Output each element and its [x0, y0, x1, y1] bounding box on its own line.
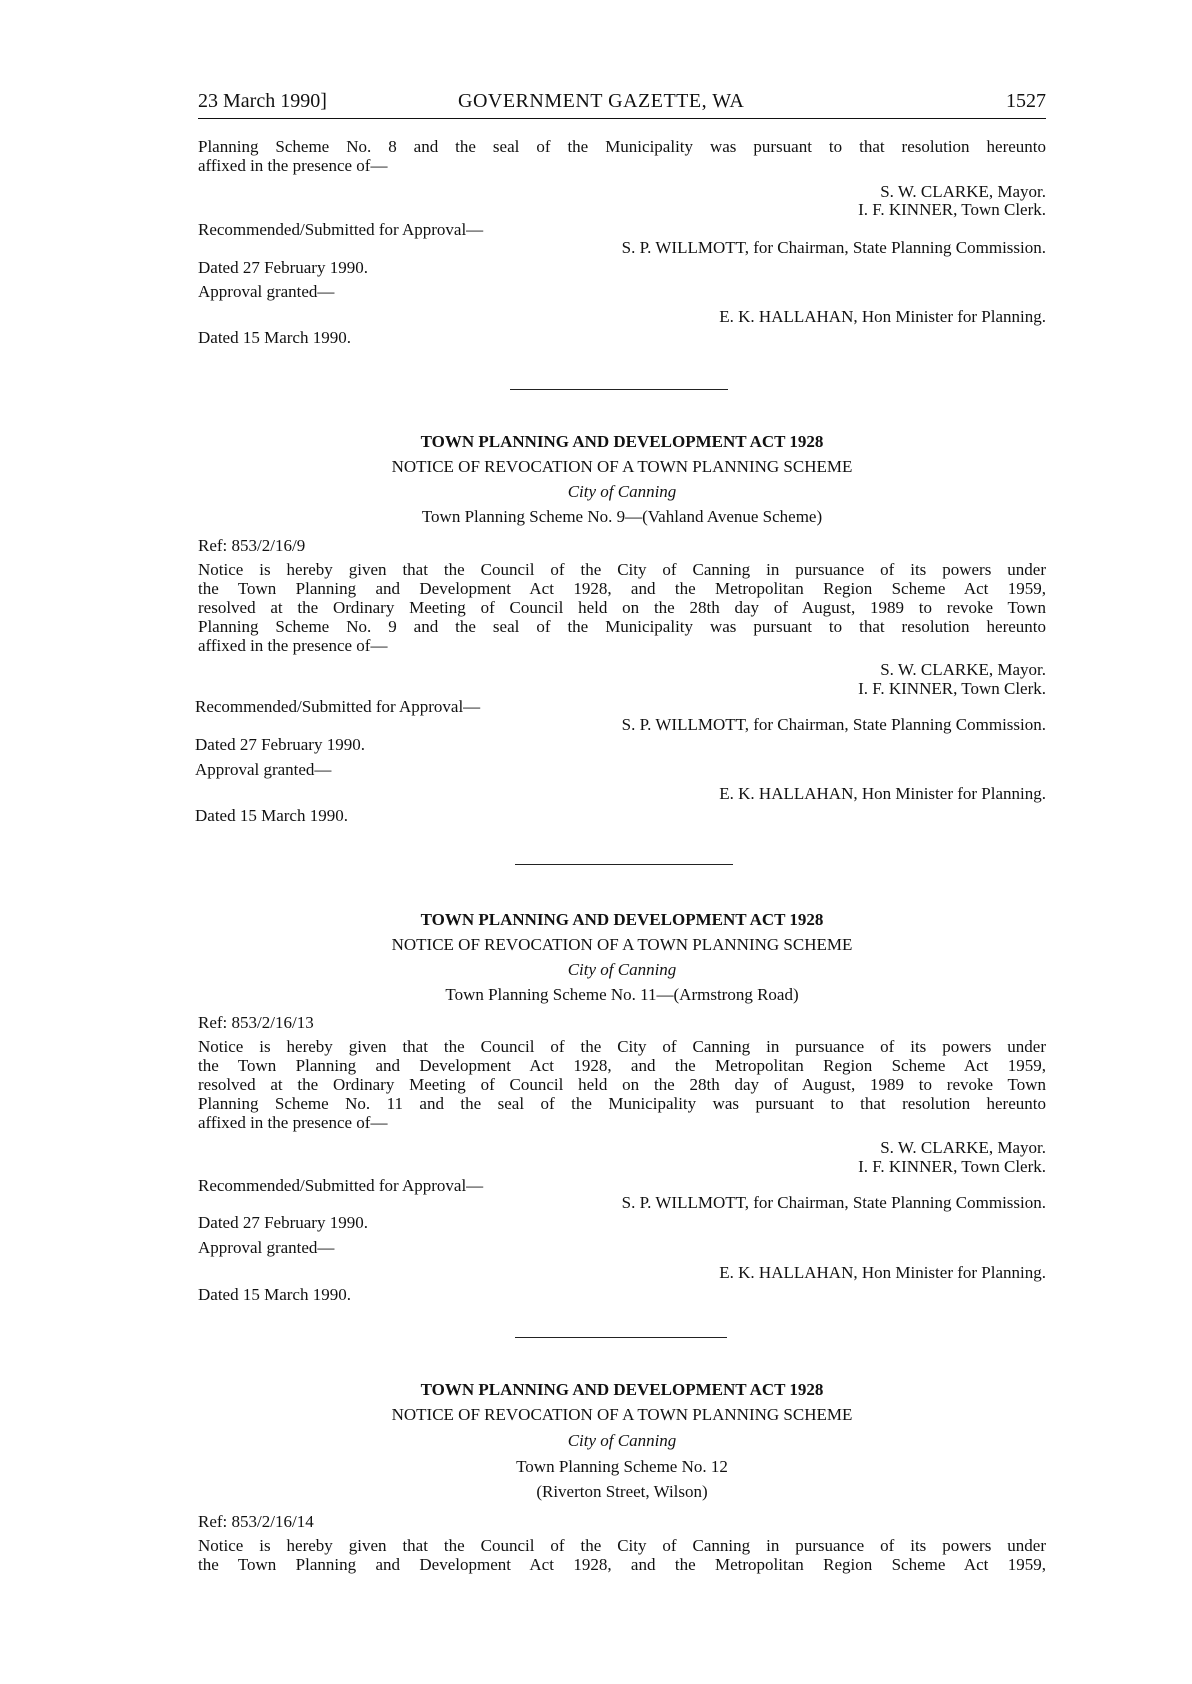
recommended-label: Recommended/Submitted for Approval— — [198, 1176, 484, 1195]
minister-signature: E. K. HALLAHAN, Hon Minister for Planning. — [719, 1263, 1046, 1282]
chairman-signature: S. P. WILLMOTT, for Chairman, State Planning Commission. — [621, 715, 1046, 734]
continuation-paragraph — [198, 137, 1046, 175]
dated-approval: Dated 15 March 1990. — [195, 806, 348, 825]
dated-approval: Dated 15 March 1990. — [198, 1285, 351, 1304]
minister-signature: E. K. HALLAHAN, Hon Minister for Planning. — [719, 784, 1046, 803]
paragraph-line: resolved at the Ordinary Meeting of Council held on the 28th day of August, 1989 to revoke Town — [198, 1075, 1046, 1094]
mayor-signature: S. W. CLARKE, Mayor. — [880, 1138, 1046, 1157]
reference: Ref: 853/2/16/14 — [198, 1512, 314, 1531]
scheme-name: Town Planning Scheme No. 11—(Armstrong Road) — [445, 985, 799, 1004]
notice-body — [198, 1037, 1046, 1132]
page-header — [198, 88, 1046, 119]
scheme-name: Town Planning Scheme No. 9—(Vahland Avenue Scheme) — [421, 507, 823, 526]
header-title: GOVERNMENT GAZETTE, WA — [458, 90, 745, 112]
scheme-subtitle: (Riverton Street, Wilson) — [536, 1482, 708, 1501]
paragraph-line: Notice is hereby given that the Council of the City of Canning in pursuance of its powers under — [198, 1536, 1046, 1555]
reference: Ref: 853/2/16/9 — [198, 536, 306, 555]
approval-label: Approval granted— — [195, 760, 332, 779]
paragraph-line: affixed in the presence of— — [198, 156, 388, 175]
paragraph-line: Notice is hereby given that the Council of the City of Canning in pursuance of its powers under — [198, 560, 1046, 579]
clerk-signature: I. F. KINNER, Town Clerk. — [858, 679, 1046, 698]
scheme-name: Town Planning Scheme No. 12 — [516, 1457, 728, 1476]
paragraph-line: Planning Scheme No. 8 and the seal of the Municipality was pursuant to that resolution hereunto — [198, 137, 1046, 156]
clerk-signature: I. F. KINNER, Town Clerk. — [858, 1157, 1046, 1176]
clerk-signature: I. F. KINNER, Town Clerk. — [858, 200, 1046, 219]
notice-body — [198, 560, 1046, 655]
council-name: City of Canning — [567, 482, 677, 501]
notice-body — [198, 1536, 1046, 1574]
chairman-signature: S. P. WILLMOTT, for Chairman, State Planning Commission. — [621, 238, 1046, 257]
notice-heading: NOTICE OF REVOCATION OF A TOWN PLANNING SCHEME — [391, 935, 853, 954]
dated-recommended: Dated 27 February 1990. — [198, 258, 368, 277]
paragraph-line: resolved at the Ordinary Meeting of Council held on the 28th day of August, 1989 to revoke Town — [198, 598, 1046, 617]
section-divider — [510, 389, 728, 390]
dated-approval: Dated 15 March 1990. — [198, 328, 351, 347]
act-title: TOWN PLANNING AND DEVELOPMENT ACT 1928 — [420, 432, 824, 451]
paragraph-line: Notice is hereby given that the Council of the City of Canning in pursuance of its powers under — [198, 1037, 1046, 1056]
paragraph-line: Planning Scheme No. 9 and the seal of the Municipality was pursuant to that resolution hereunto — [198, 617, 1046, 636]
paragraph-line: the Town Planning and Development Act 1928, and the Metropolitan Region Scheme Act 1959, — [198, 579, 1046, 598]
council-name: City of Canning — [567, 960, 677, 979]
section-divider — [515, 864, 733, 865]
dated-recommended: Dated 27 February 1990. — [195, 735, 365, 754]
council-name: City of Canning — [567, 1431, 677, 1450]
approval-label: Approval granted— — [198, 282, 335, 301]
paragraph-line: the Town Planning and Development Act 1928, and the Metropolitan Region Scheme Act 1959, — [198, 1056, 1046, 1075]
paragraph-line: affixed in the presence of— — [198, 1113, 388, 1132]
approval-label: Approval granted— — [198, 1238, 335, 1257]
mayor-signature: S. W. CLARKE, Mayor. — [880, 182, 1046, 201]
paragraph-line: Planning Scheme No. 11 and the seal of the Municipality was pursuant to that resolution hereunto — [198, 1094, 1046, 1113]
act-title: TOWN PLANNING AND DEVELOPMENT ACT 1928 — [420, 910, 824, 929]
paragraph-line: the Town Planning and Development Act 1928, and the Metropolitan Region Scheme Act 1959, — [198, 1555, 1046, 1574]
reference: Ref: 853/2/16/13 — [198, 1013, 314, 1032]
mayor-signature: S. W. CLARKE, Mayor. — [880, 660, 1046, 679]
section-divider — [515, 1337, 727, 1338]
dated-recommended: Dated 27 February 1990. — [198, 1213, 368, 1232]
notice-heading: NOTICE OF REVOCATION OF A TOWN PLANNING SCHEME — [391, 1405, 853, 1424]
recommended-label: Recommended/Submitted for Approval— — [198, 220, 484, 239]
header-page-number: 1527 — [1006, 90, 1046, 112]
act-title: TOWN PLANNING AND DEVELOPMENT ACT 1928 — [420, 1380, 824, 1399]
recommended-label: Recommended/Submitted for Approval— — [195, 697, 481, 716]
paragraph-line: affixed in the presence of— — [198, 636, 388, 655]
minister-signature: E. K. HALLAHAN, Hon Minister for Planning. — [719, 307, 1046, 326]
header-date: 23 March 1990] — [198, 90, 327, 112]
notice-heading: NOTICE OF REVOCATION OF A TOWN PLANNING SCHEME — [391, 457, 853, 476]
chairman-signature: S. P. WILLMOTT, for Chairman, State Planning Commission. — [621, 1193, 1046, 1212]
